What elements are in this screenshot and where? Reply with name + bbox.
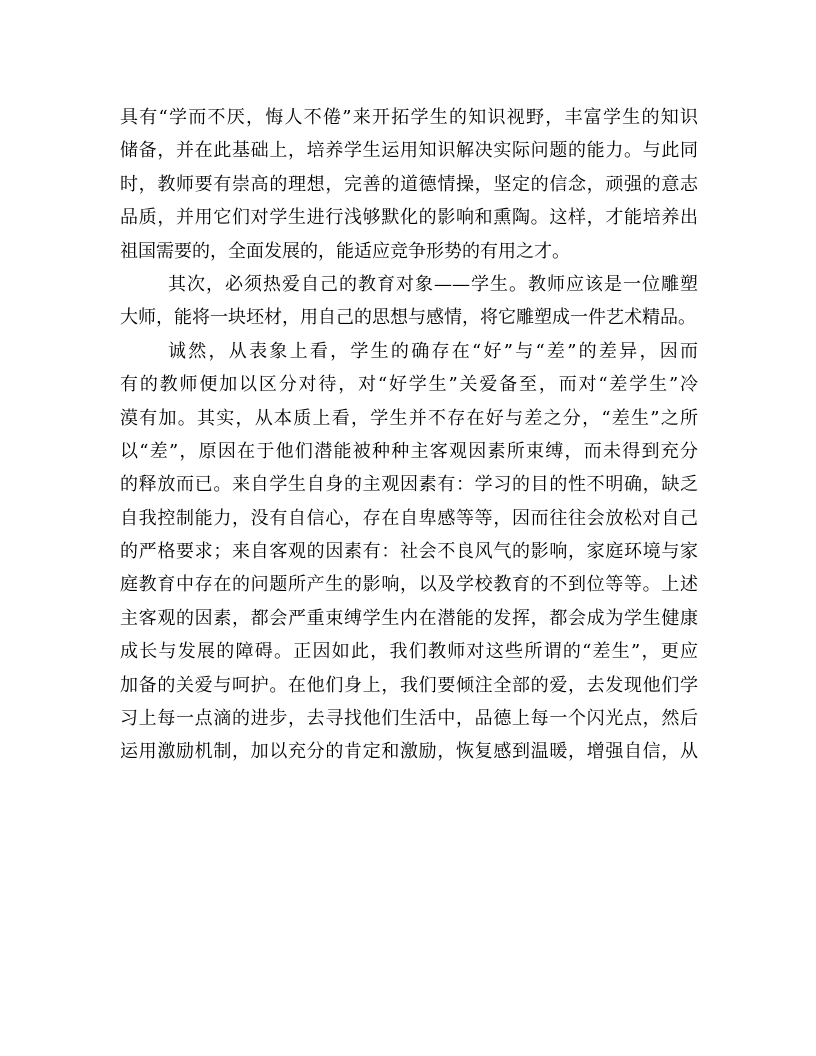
text-line: 其次，必须热爱自己的教育对象——学生。教师应该是一位雕塑: [168, 273, 698, 295]
text-line: 具有“学而不厌，悔人不倦”来开拓学生的知识视野，丰富学生的知识: [120, 107, 698, 128]
text-line: 有的教师便加以区分对待，对“好学生”关爱备至，而对“差学生”冷: [120, 374, 698, 396]
text-line: 加备的关爱与呵护。在他们身上，我们要倾注全部的爱，去发现他们学: [120, 674, 698, 696]
text-line: 以“差”，原因在于他们潜能被种种主客观因素所束缚，而未得到充分: [120, 440, 698, 462]
body-text: [120, 101, 698, 769]
text-line: 祖国需要的，全面发展的，能适应竞争形势的有用之才。: [120, 240, 570, 262]
text-line: 成长与发展的障碍。正因如此，我们教师对这些所谓的“差生”，更应: [120, 641, 698, 663]
text-line: 习上每一点滴的进步，去寻找他们生活中，品德上每一个闪光点，然后: [120, 708, 698, 730]
text-line: 储备，并在此基础上，培养学生运用知识解决实际问题的能力。与此同: [120, 140, 698, 162]
text-line: 品质，并用它们对学生进行浅够默化的影响和熏陶。这样，才能培养出: [120, 207, 698, 229]
text-line: 自我控制能力，没有自信心，存在自卑感等等，因而往往会放松对自己: [120, 507, 698, 529]
text-line: 大师，能将一块坯材，用自己的思想与感情，将它雕塑成一件艺术精品。: [120, 307, 696, 329]
text-line: 主客观的因素，都会严重束缚学生内在潜能的发挥，都会成为学生健康: [120, 607, 698, 629]
text-line: 的释放而已。来自学生自身的主观因素有：学习的目的性不明确，缺乏: [120, 474, 698, 496]
text-line: 运用激励机制，加以充分的肯定和激励，恢复感到温暖，增强自信，从: [120, 741, 698, 763]
text-line: 庭教育中存在的问题所产生的影响，以及学校教育的不到位等等。上述: [120, 574, 698, 596]
text-line: 诚然，从表象上看，学生的确存在“好”与“差”的差异，因而: [168, 340, 698, 362]
text-line: 的严格要求；来自客观的因素有：社会不良风气的影响，家庭环境与家: [120, 541, 698, 563]
text-line: 时，教师要有崇高的理想，完善的道德情操，坚定的信念，顽强的意志: [120, 173, 698, 195]
text-line: 漠有加。其实，从本质上看，学生并不存在好与差之分，“差生”之所: [120, 407, 698, 429]
